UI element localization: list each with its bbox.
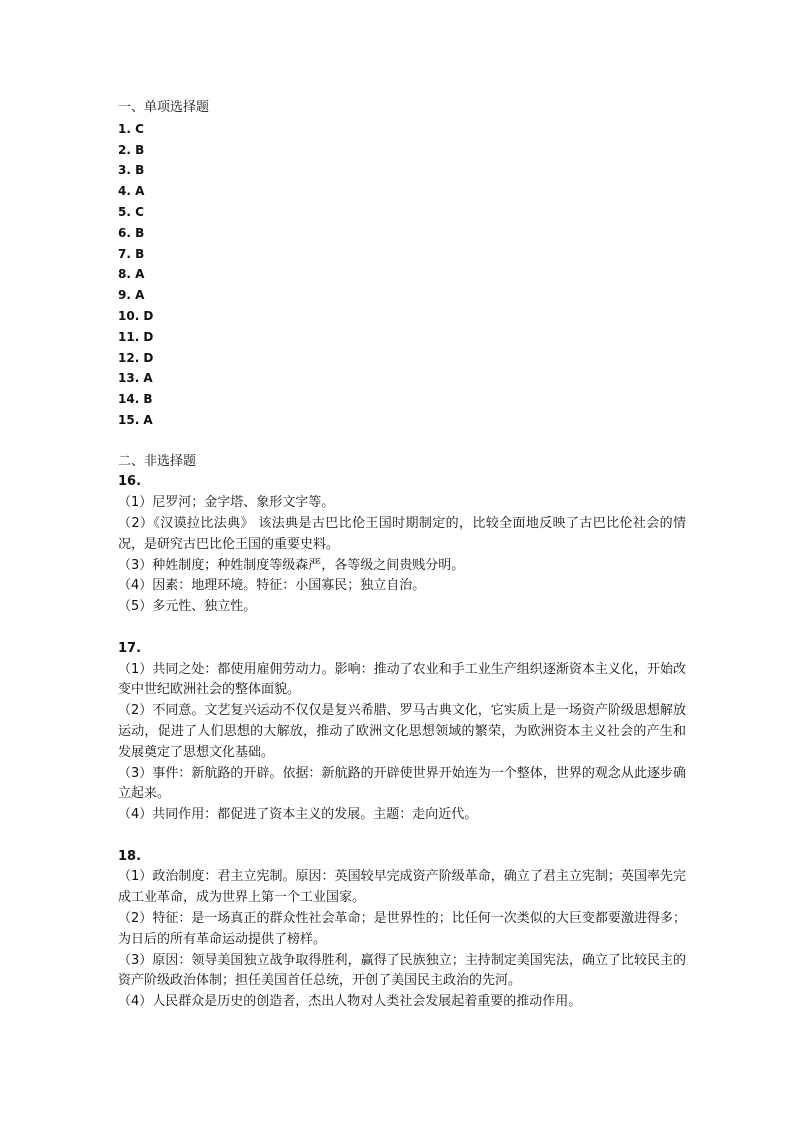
answer-paragraph: （3）种姓制度；种姓制度等级森严，各等级之间贵贱分明。 xyxy=(118,557,465,573)
section-2-title: 二、非选择题 xyxy=(118,453,197,469)
question-number: 16. xyxy=(118,474,142,490)
answer-paragraph: （1）共同之处：都使用雇佣劳动力。影响：推动了农业和手工业生产组织逐渐资本主义化，开始改变中世纪欧洲社会的整体面貌。 xyxy=(118,661,686,698)
answer-sheet xyxy=(118,98,686,1013)
question-17-block xyxy=(118,639,686,826)
answer-paragraph: （3）事件：新航路的开辟。依据：新航路的开辟使世界开始连为一个整体，世界的观念从此逐步确立起来。 xyxy=(118,765,686,802)
answer-item: 1. C xyxy=(118,121,144,136)
answer-paragraph: （4）共同作用：都促进了资本主义的发展。主题：走向近代。 xyxy=(118,807,478,823)
answer-item: 3. B xyxy=(118,163,145,178)
answer-item: 13. A xyxy=(118,371,153,386)
answer-paragraph: （5）多元性、独立性。 xyxy=(118,599,257,615)
answer-item: 11. D xyxy=(118,329,154,344)
spacer xyxy=(118,618,686,639)
answer-paragraph: （1）尼罗河；金字塔、象形文字等。 xyxy=(118,495,335,511)
question-number: 18. xyxy=(118,848,142,864)
question-18-block xyxy=(118,847,686,1013)
answer-item: 15. A xyxy=(118,412,153,427)
answer-paragraph: （2）不同意。文艺复兴运动不仅仅是复兴希腊、罗马古典文化，它实质上是一场资产阶级思想解放运动，促进了人们思想的大解放，推动了欧洲文化思想领域的繁荣，为欧洲资本主义社会的产生和发展奠定了思想文化基础。 xyxy=(118,703,686,760)
answer-paragraph: （4）人民群众是历史的创造者，杰出人物对人类社会发展起着重要的推动作用。 xyxy=(118,994,582,1010)
choice-answers-list xyxy=(118,119,686,431)
spacer xyxy=(118,826,686,847)
answer-paragraph: （1）政治制度：君主立宪制。原因：英国较早完成资产阶级革命，确立了君主立宪制；英国率先完成工业革命，成为世界上第一个工业国家。 xyxy=(118,869,686,906)
answer-paragraph: （3）原因：领导美国独立战争取得胜利，赢得了民族独立；主持制定美国宪法，确立了比较民主的资产阶级政治体制；担任美国首任总统，开创了美国民主政治的先河。 xyxy=(118,952,686,989)
answer-item: 10. D xyxy=(118,308,154,323)
answer-item: 2. B xyxy=(118,142,145,157)
answer-item: 4. A xyxy=(118,184,145,199)
answer-item: 14. B xyxy=(118,392,153,407)
answer-item: 7. B xyxy=(118,246,145,261)
spacer xyxy=(118,431,686,452)
answer-paragraph: （2）《汉谟拉比法典》 该法典是古巴比伦王国时期制定的，比较全面地反映了古巴比伦社会的情况，是研究古巴比伦王国的重要史料。 xyxy=(118,515,686,552)
answer-paragraph: （2）特征：是一场真正的群众性社会革命；是世界性的；比任何一次类似的大巨变都要激进得多；为日后的所有革命运动提供了榜样。 xyxy=(118,911,686,947)
answer-item: 8. A xyxy=(118,267,145,282)
section-1-title: 一、单项选择题 xyxy=(118,100,210,115)
answer-paragraph: （4）因素：地理环境。特征：小国寡民；独立自治。 xyxy=(118,578,426,594)
answer-item: 6. B xyxy=(118,225,145,240)
answer-item: 5. C xyxy=(118,204,144,219)
question-number: 17. xyxy=(118,640,142,656)
question-16-block xyxy=(118,472,686,618)
answer-item: 12. D xyxy=(118,350,154,365)
answer-item: 9. A xyxy=(118,288,145,303)
